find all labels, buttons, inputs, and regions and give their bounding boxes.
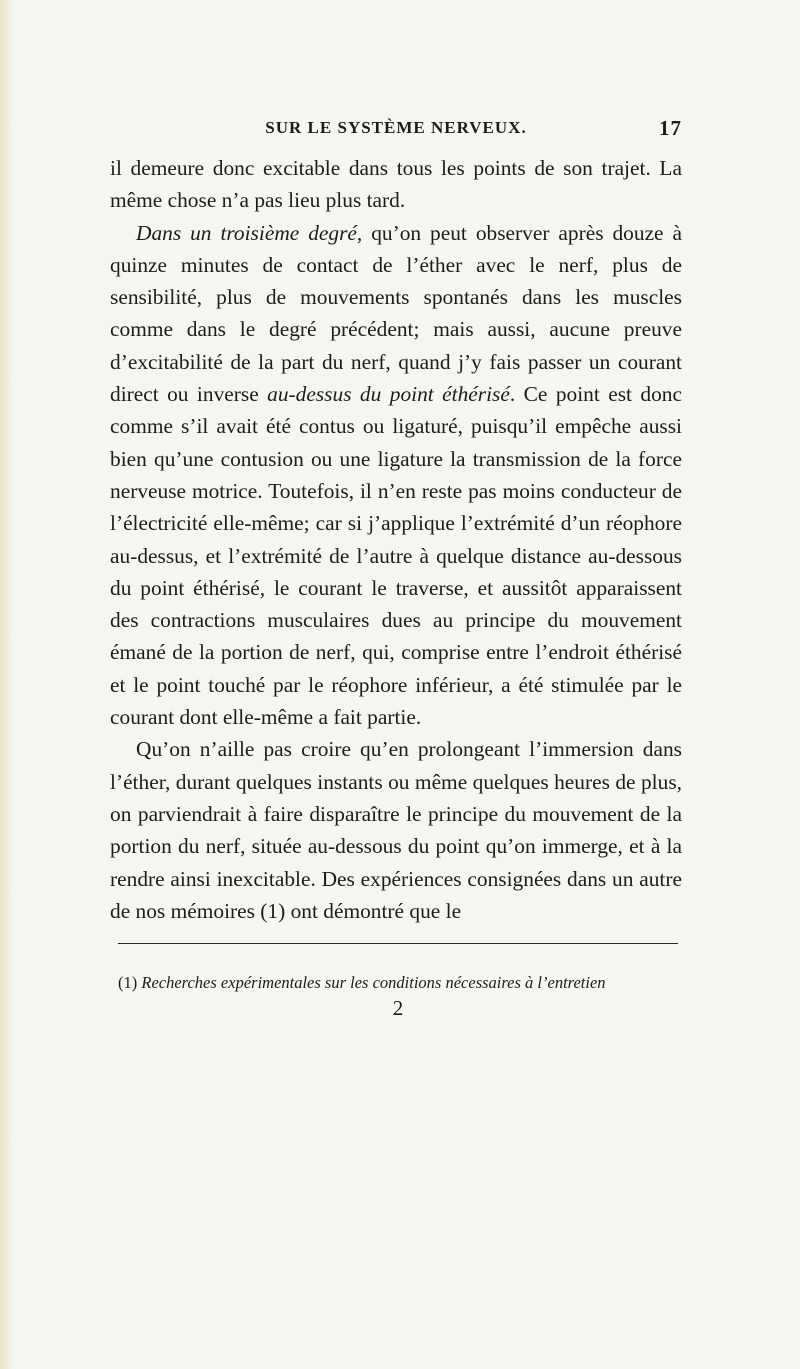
text-run: il demeure donc excitable dans tous les points de son trajet. La même chose n’a pas lieu plus tard.	[110, 156, 682, 213]
paragraph	[110, 217, 682, 734]
paragraph	[110, 152, 682, 217]
page-edge-shading	[0, 0, 14, 1369]
footnote-rule	[118, 943, 678, 944]
body-text	[110, 152, 682, 927]
footnote-text: Recherches expérimentales sur les conditions nécessaires à l’entretien	[141, 973, 606, 993]
italic-phrase: au-dessus du point éthérisé	[267, 382, 510, 407]
paragraph	[110, 733, 682, 927]
footnote	[118, 972, 682, 994]
book-page	[110, 118, 682, 1020]
running-title: SUR LE SYSTÈME NERVEUX.	[265, 118, 527, 137]
text-run: , qu’on peut observer après douze à quinze minutes de contact de l’éther avec le nerf, plus de sensibilité, plus de mouvements spontanés dans les muscles comme dans le degré précédent; mais aussi, aucune preuve d’excitabilité de la part du nerf, quand j’y fais passer un courant direct ou inverse	[110, 220, 682, 407]
text-run: Qu’on n’aille pas croire qu’en prolongeant l’immersion dans l’éther, durant quelques instants ou même quelques heures de plus, on parviendrait à faire disparaître le principe du mouvement de la portion du nerf, située au-dessous du point qu’on immerge, et à la rendre ainsi inexcitable. Des expériences consignées dans un autre de nos mémoires (1) ont démontré que le	[110, 737, 682, 923]
text-run: . Ce point est donc comme s’il avait été contus ou ligaturé, puisqu’il empêche aussi bien qu’une contusion ou une ligature la transmission de la force nerveuse motrice. Toutefois, il n’en reste pas moins conducteur de l’électricité elle-même; car si j’applique l’extrémité d’un réophore au-dessus, et l’extrémité de l’autre à quelque distance au-dessous du point éthérisé, le courant le traverse, et aussitôt apparaissent des contractions musculaires dues au principe du mouvement émané de la portion de nerf, qui, comprise entre l’endroit éthérisé et le point touché par le réophore inférieur, a été stimulée par le courant dont elle-même a fait partie.	[110, 382, 682, 730]
signature-mark: 2	[392, 996, 404, 1021]
page-number: 17	[659, 116, 682, 140]
footnote-marker: (1)	[118, 973, 138, 993]
running-head	[110, 118, 682, 144]
italic-phrase: Dans un troisième degré	[136, 220, 357, 245]
